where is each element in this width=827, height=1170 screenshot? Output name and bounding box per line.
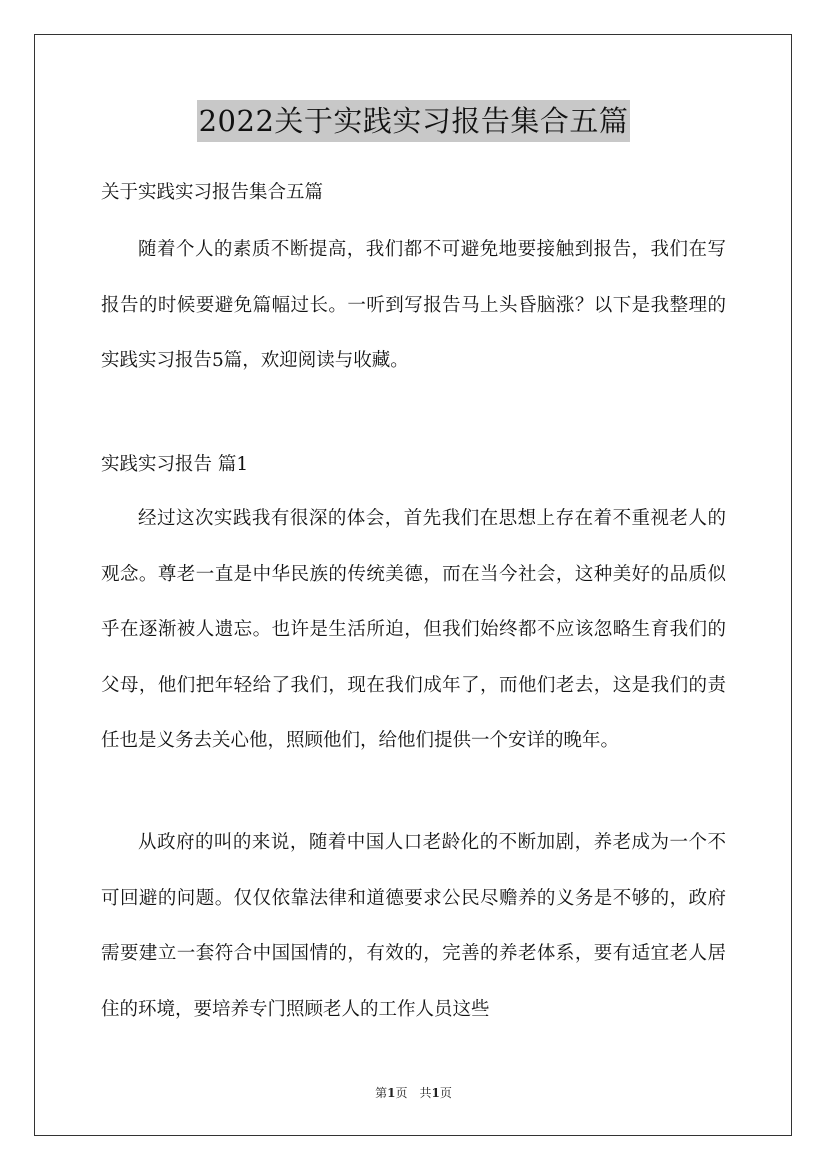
footer-prefix: 第 xyxy=(375,1086,388,1100)
document-subtitle: 关于实践实习报告集合五篇 xyxy=(101,182,324,203)
title-container xyxy=(0,100,827,142)
footer-suffix: 页 xyxy=(439,1086,452,1100)
footer-total-pages: 1 xyxy=(431,1086,440,1100)
section-heading: 实践实习报告 篇1 xyxy=(101,454,249,475)
document-title: 2022关于实践实习报告集合五篇 xyxy=(197,100,631,142)
footer-mid: 页 共 xyxy=(395,1086,432,1100)
intro-paragraph: 随着个人的素质不断提高，我们都不可避免地要接触到报告，我们在写报告的时候要避免篇幅过长。一听到写报告马上头昏脑涨？以下是我整理的实践实习报告5篇，欢迎阅读与收藏。 xyxy=(101,239,726,371)
page-footer xyxy=(0,1084,827,1101)
body-paragraph-2: 从政府的叫的来说，随着中国人口老龄化的不断加剧，养老成为一个不可回避的问题。仅仅依靠法律和道德要求公民尽赡养的义务是不够的，政府需要建立一套符合中国国情的，有效的，完善的养老体系，要有适宜老人居住的环境，要培养专门照顾老人的工作人员这些 xyxy=(101,832,726,1020)
body-paragraph-1: 经过这次实践我有很深的体会，首先我们在思想上存在着不重视老人的观念。尊老一直是中华民族的传统美德，而在当今社会，这种美好的品质似乎在逐渐被人遗忘。也许是生活所迫，但我们始终都不应该忽略生育我们的父母，他们把年轻给了我们，现在我们成年了，而他们老去，这是我们的责任也是义务去关心他，照顾他们，给他们提供一个安详的晚年。 xyxy=(101,508,726,751)
footer-page-number: 1 xyxy=(387,1086,396,1100)
